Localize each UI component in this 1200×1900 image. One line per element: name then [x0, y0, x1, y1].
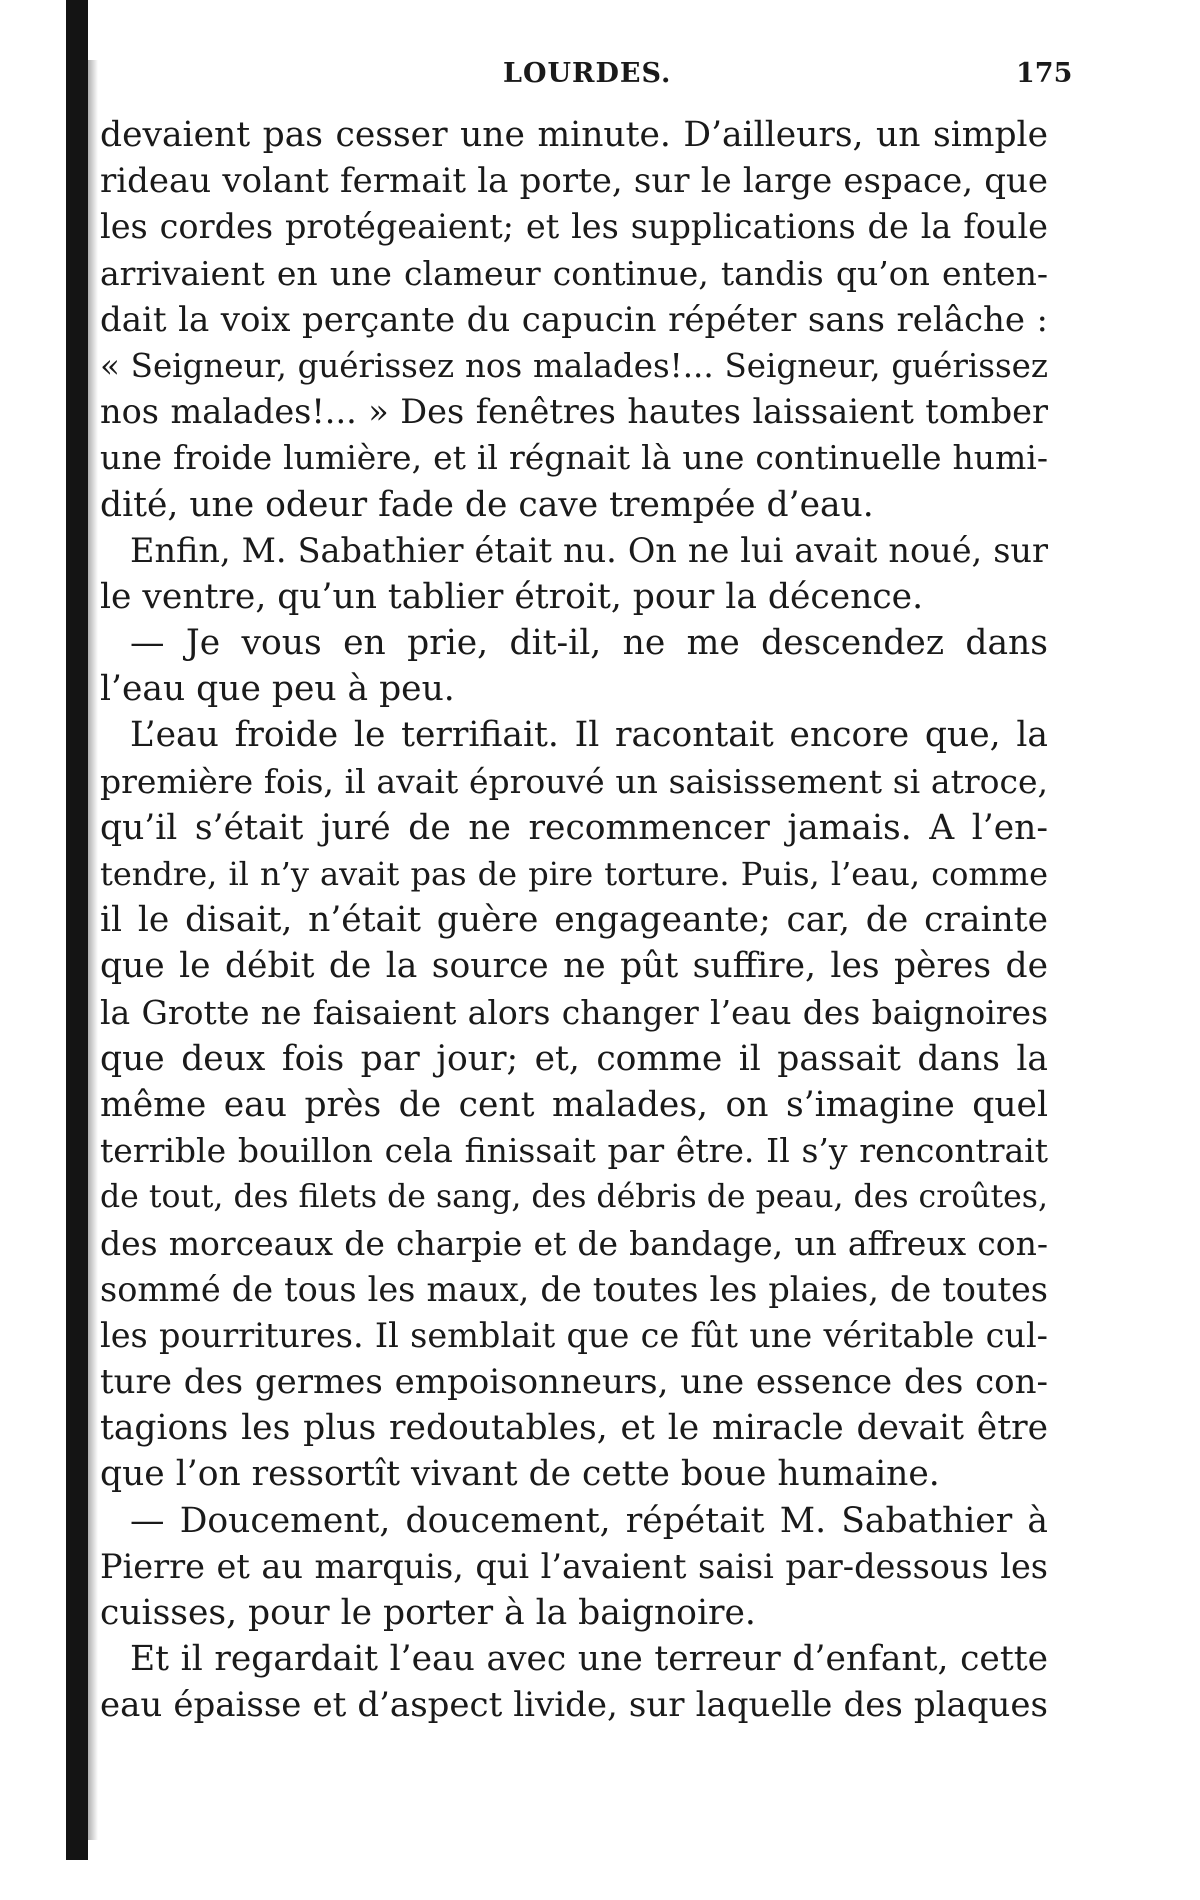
text-line: l’eau que peu à peu.: [100, 669, 455, 710]
text-line: il le disait, n’était guère engageante; car, de crainte: [100, 900, 1048, 941]
text-line: tagions les plus redoutables, et le miracle devait être: [100, 1408, 1048, 1449]
text-line: les pourritures. Il semblait que ce fût une véritable cul-: [100, 1315, 1048, 1355]
text-line: cuisses, pour le porter à la baignoire.: [100, 1593, 756, 1633]
text-line: ture des germes empoisonneurs, une essence des con-: [100, 1362, 1048, 1403]
page-binding-shadow: [88, 60, 98, 1840]
text-line: une froide lumière, et il régnait là une continuelle humi-: [100, 438, 1048, 478]
text-line: qu’il s’était juré de ne recommencer jamais. A l’en-: [100, 807, 1048, 848]
text-line: terrible bouillon cela finissait par être. Il s’y rencontrait: [100, 1131, 1048, 1171]
text-line: dité, une odeur fade de cave trempée d’eau.: [100, 484, 874, 525]
running-head-title: LOURDES.: [503, 58, 672, 89]
text-line: Et il regardait l’eau avec une terreur d’enfant, cette: [130, 1639, 1048, 1680]
text-line: dait la voix perçante du capucin répéter sans relâche :: [100, 299, 1048, 340]
page-binding-edge: [66, 0, 88, 1860]
text-line: devaient pas cesser une minute. D’ailleurs, un simple: [100, 115, 1048, 155]
body-text: [100, 112, 1048, 1729]
text-line: des morceaux de charpie et de bandage, un affreux con-: [100, 1223, 1048, 1263]
running-head: [0, 58, 1200, 98]
text-line: la Grotte ne faisaient alors changer l’eau des baignoires: [100, 992, 1048, 1032]
text-line: même eau près de cent malades, on s’imagine quel: [100, 1084, 1048, 1125]
text-line: L’eau froide le terrifiait. Il racontait encore que, la: [130, 715, 1048, 756]
text-line: nos malades!... » Des fenêtres hautes laissaient tomber: [100, 392, 1048, 432]
text-line: rideau volant fermait la porte, sur le large espace, que: [100, 161, 1048, 202]
page-number: 175: [1016, 58, 1073, 89]
text-line: « Seigneur, guérissez nos malades!... Seigneur, guérissez: [100, 346, 1048, 385]
text-line: les cordes protégeaient; et les supplications de la foule: [100, 207, 1048, 247]
text-line: de tout, des filets de sang, des débris de peau, des croûtes,: [100, 1179, 1048, 1216]
text-line: sommé de tous les maux, de toutes les plaies, de toutes: [100, 1269, 1048, 1309]
text-line: eau épaisse et d’aspect livide, sur laquelle des plaques: [100, 1685, 1048, 1726]
text-line: que l’on ressortît vivant de cette boue humaine.: [100, 1454, 940, 1495]
text-line: le ventre, qu’un tablier étroit, pour la décence.: [100, 576, 924, 617]
text-line: première fois, il avait éprouvé un saisissement si atroce,: [100, 761, 1048, 801]
text-line: que le débit de la source ne pût suffire, les pères de: [100, 946, 1048, 987]
text-line: Enfin, M. Sabathier était nu. On ne lui avait noué, sur: [130, 530, 1048, 570]
text-line: — Je vous en prie, dit-il, ne me descendez dans: [130, 623, 1048, 664]
text-line: que deux fois par jour; et, comme il passait dans la: [100, 1038, 1048, 1079]
text-line: tendre, il n’y avait pas de pire torture. Puis, l’eau, comme: [100, 855, 1048, 893]
text-line: Pierre et au marquis, qui l’avaient saisi par-dessous les: [100, 1546, 1048, 1586]
text-line: — Doucement, doucement, répétait M. Sabathier à: [130, 1500, 1048, 1541]
text-line: arrivaient en une clameur continue, tandis qu’on enten-: [100, 253, 1048, 293]
